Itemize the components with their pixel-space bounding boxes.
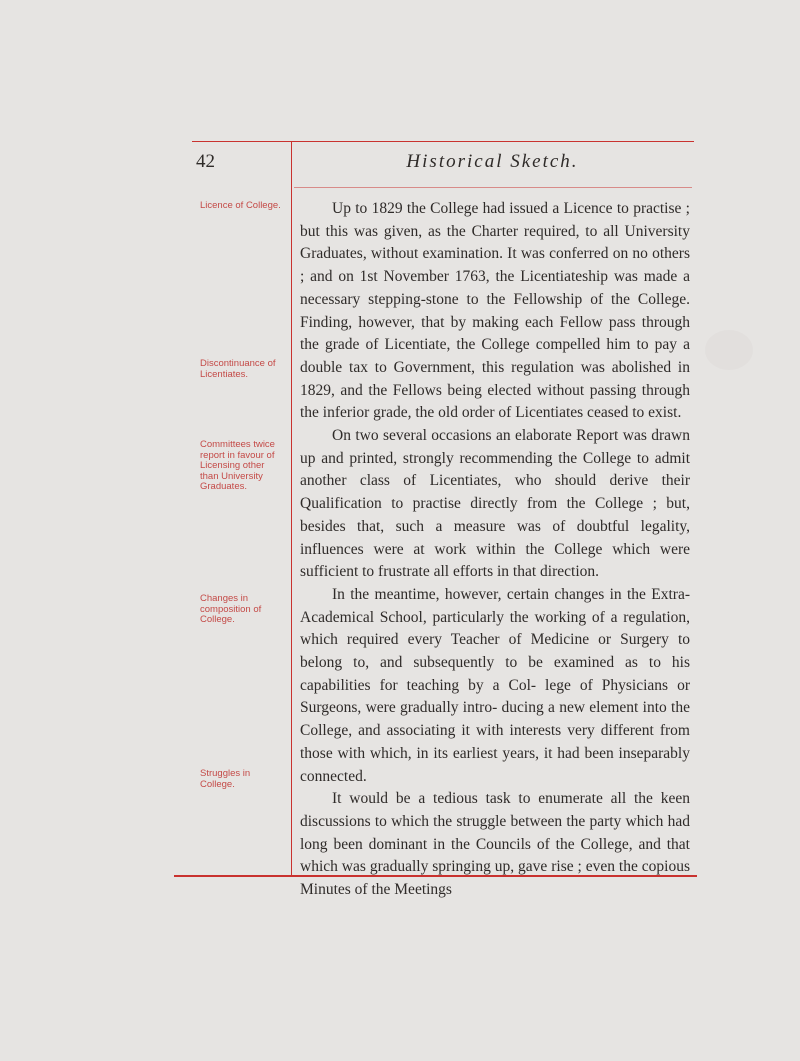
paragraph: It would be a tedious task to enumerate all the keen discussions to which the struggle between the party which had long been dominant in the Councils of the College, and that which was gradually springing up, gave rise ; even the copious Minutes of the Meetings xyxy=(300,790,690,899)
running-title: Historical Sketch. xyxy=(406,151,579,172)
side-note-struggles: Struggles in College. xyxy=(200,768,251,790)
paper-stain xyxy=(705,330,753,370)
paragraph: Up to 1829 the College had issued a Licence to practise ; but this was given, as the Charter required, to all University Graduates, without examination. It was conferred on no others ; and on 1st November 1763, the Licentiateship was made a necessary stepping-stone to the Fellowship of the College. Finding, however, that by making each Fellow pass through the grade of Licentiate, the College compelled him to pay a double tax to Government, this regulation was abolished in 1829, and the Fellows being elected without passing through the inferior grade, the old order of Licentiates ceased to exist. xyxy=(300,200,690,422)
paragraph: In the meantime, however, certain changes in the Extra-Academical School, particularly the working of a regulation, which required every Teacher of Medicine or Surgery to belong to, and subsequently to be examined as to his capabilities for teaching by a Col- lege of Physicians or Surgeons, were gradually intro- ducing a new element into the College, and associating it with interests very different from those with which, in its earliest years, it had been inseparably connected. xyxy=(300,585,690,785)
page-number: 42 xyxy=(196,151,215,172)
margin-rule xyxy=(291,141,292,875)
side-note-changes: Changes in composition of College. xyxy=(200,593,262,625)
side-note-committees: Committees twice report in favour of Licensing other than University Graduates. xyxy=(200,439,275,492)
body-text xyxy=(300,198,690,902)
side-note-discontinuance: Discontinuance of Licentiates. xyxy=(200,358,276,380)
top-rule xyxy=(192,141,694,142)
header-underline xyxy=(294,187,692,188)
paragraph: On two several occasions an elaborate Report was drawn up and printed, strongly recommending the College to admit another class of Licentiates, who should derive their Qualification to practise directly from the College ; but, besides that, such a measure was of doubtful legality, influences were at work within the College which were sufficient to frustrate all efforts in that direction. xyxy=(300,427,690,581)
side-note-licence: Licence of College. xyxy=(200,200,281,211)
